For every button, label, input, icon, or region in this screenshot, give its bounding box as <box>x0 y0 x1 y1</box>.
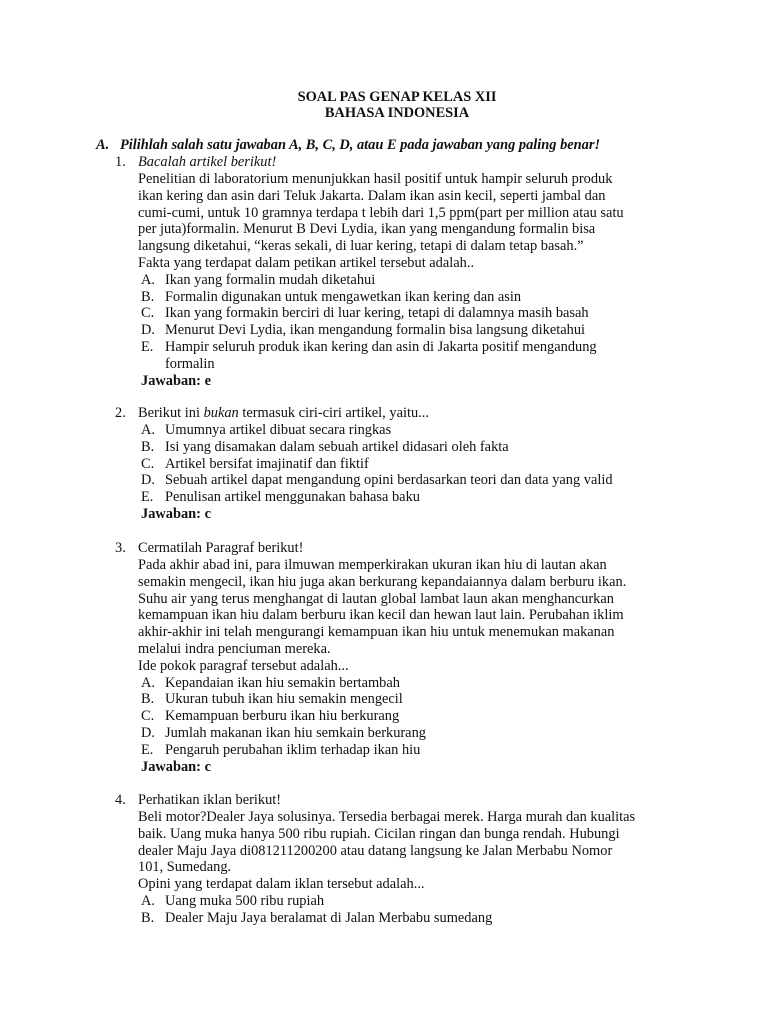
option-letter: B. <box>141 691 155 708</box>
option-e[interactable] <box>138 489 668 506</box>
prompt-emphasis: bukan <box>203 405 239 421</box>
question-body <box>138 809 668 927</box>
option-b[interactable] <box>138 910 668 927</box>
exam-subject: BAHASA INDONESIA <box>324 105 470 121</box>
answer-key: Jawaban: c <box>141 505 211 522</box>
section-instruction <box>96 137 746 154</box>
option-e[interactable] <box>138 339 668 373</box>
option-letter: B. <box>141 438 155 455</box>
option-c[interactable] <box>138 456 668 473</box>
question-prompt: Cermatilah Paragraf berikut! <box>138 540 304 556</box>
section-instruction-text: Pilihlah salah satu jawaban A, B, C, D, atau E pada jawaban yang paling benar! <box>120 137 601 153</box>
question-passage: Pada akhir abad ini, para ilmuwan memperkirakan ukuran ikan hiu di lautan akan semakin mengecil, ikan hiu juga akan berkurang kepandaiannya dalam berburu ikan. Suhu air yang terus menghangat di lautan global lambat laun akan menghancurkan kemampuan ikan hiu dalam berburu ikan kecil dan hewan laut lain. Perubahan iklim akhir-akhir ini telah mengurangi kemampuan ikan hiu untuk menemukan makanan melalui indra penciuman mereka. Ide pokok paragraf tersebut adalah... <box>138 557 627 674</box>
option-b[interactable] <box>138 691 668 708</box>
option-letter: E. <box>141 489 154 506</box>
option-letter: D. <box>141 724 155 741</box>
question-number: 1. <box>115 154 126 170</box>
option-text: Ukuran tubuh ikan hiu semakin mengecil <box>165 691 403 708</box>
option-letter: D. <box>141 322 155 339</box>
question-passage: Penelitian di laboratorium menunjukkan hasil positif untuk hampir seluruh produk ikan kering dan asin dari Teluk Jakarta. Dalam ikan asin kecil, seperti jambal dan cumi-cumi, untuk 10 gramnya terdapa t lebih dari 1,5 ppm(part per million atau satu per juta)formalin. Menurut B Devi Lydia, ikan yang mengandung formalin bisa langsung diketahui, “keras sekali, di luar kering, tetapi di dalam tetap basah.” Fakta yang terdapat dalam petikan artikel tersebut adalah.. <box>138 171 624 271</box>
question-body <box>138 557 668 775</box>
option-text: Uang muka 500 ribu rupiah <box>165 892 325 909</box>
option-a[interactable] <box>138 422 668 439</box>
question-body <box>138 422 668 523</box>
option-letter: E. <box>141 338 154 355</box>
option-letter: E. <box>141 741 154 758</box>
option-text: Umumnya artikel dibuat secara ringkas <box>165 422 392 438</box>
option-text: Penulisan artikel menggunakan bahasa baku <box>165 489 420 506</box>
option-text: Menurut Devi Lydia, ikan mengandung formalin bisa langsung diketahui <box>165 322 586 339</box>
option-text: Ikan yang formakin berciri di luar kering, tetapi di dalamnya masih basah <box>165 305 589 322</box>
option-d[interactable] <box>138 472 668 489</box>
option-list <box>138 272 668 373</box>
question-prompt: Perhatikan iklan berikut! <box>138 792 282 808</box>
option-text: Hampir seluruh produk ikan kering dan asin di Jakarta positif mengandung formalin <box>165 338 597 372</box>
question-prompt <box>138 405 429 422</box>
option-text: Kemampuan berburu ikan hiu berkurang <box>165 708 400 725</box>
option-d[interactable] <box>138 322 668 339</box>
section-letter: A. <box>96 137 110 153</box>
question-number: 4. <box>115 792 126 808</box>
option-text: Isi yang disamakan dalam sebuah artikel didasari oleh fakta <box>165 438 509 455</box>
option-e[interactable] <box>138 742 668 759</box>
option-letter: B. <box>141 288 155 305</box>
option-c[interactable] <box>138 305 668 322</box>
prompt-text: termasuk ciri-ciri artikel, yaitu... <box>238 405 429 421</box>
answer-key: Jawaban: c <box>141 758 211 775</box>
question-passage: Beli motor?Dealer Jaya solusinya. Tersedia berbagai merek. Harga murah dan kualitas baik. Uang muka hanya 500 ribu rupiah. Cicilan ringan dan bunga rendah. Hubungi dealer Maju Jaya di081211200200 atau datang langsung ke Jalan Merbabu Nomor 101, Sumedang. Opini yang terdapat dalam iklan tersebut adalah... <box>138 809 636 893</box>
option-letter: C. <box>141 305 155 322</box>
option-text: Kepandaian ikan hiu semakin bertambah <box>165 674 400 691</box>
option-text: Formalin digunakan untuk mengawetkan ikan kering dan asin <box>165 288 522 305</box>
answer-key: Jawaban: e <box>141 372 211 389</box>
option-list <box>138 675 668 759</box>
question-body <box>138 171 668 389</box>
option-letter: A. <box>141 422 155 438</box>
question-number: 2. <box>115 405 126 421</box>
exam-title: SOAL PAS GENAP KELAS XII <box>297 89 497 105</box>
option-b[interactable] <box>138 289 668 306</box>
option-letter: A. <box>141 271 155 288</box>
option-letter: A. <box>141 674 155 691</box>
option-a[interactable] <box>138 675 668 692</box>
option-list <box>138 893 668 927</box>
option-text: Pengaruh perubahan iklim terhadap ikan hiu <box>165 741 421 758</box>
question-prompt: Bacalah artikel berikut! <box>138 154 277 170</box>
option-letter: A. <box>141 892 155 909</box>
option-text: Sebuah artikel dapat mengandung opini berdasarkan teori dan data yang valid <box>165 472 613 489</box>
option-letter: B. <box>141 909 155 926</box>
option-letter: C. <box>141 455 155 472</box>
option-c[interactable] <box>138 708 668 725</box>
question-number: 3. <box>115 540 126 556</box>
option-letter: D. <box>141 472 155 489</box>
option-d[interactable] <box>138 725 668 742</box>
option-text: Ikan yang formalin mudah diketahui <box>165 271 376 288</box>
option-list <box>138 422 668 506</box>
option-text: Dealer Maju Jaya beralamat di Jalan Merbabu sumedang <box>165 909 493 926</box>
option-letter: C. <box>141 708 155 725</box>
option-text: Jumlah makanan ikan hiu semkain berkurang <box>165 724 426 741</box>
option-text: Artikel bersifat imajinatif dan fiktif <box>165 455 369 472</box>
option-a[interactable] <box>138 893 668 910</box>
prompt-text: Berikut ini <box>138 405 204 421</box>
option-b[interactable] <box>138 439 668 456</box>
option-a[interactable] <box>138 272 668 289</box>
